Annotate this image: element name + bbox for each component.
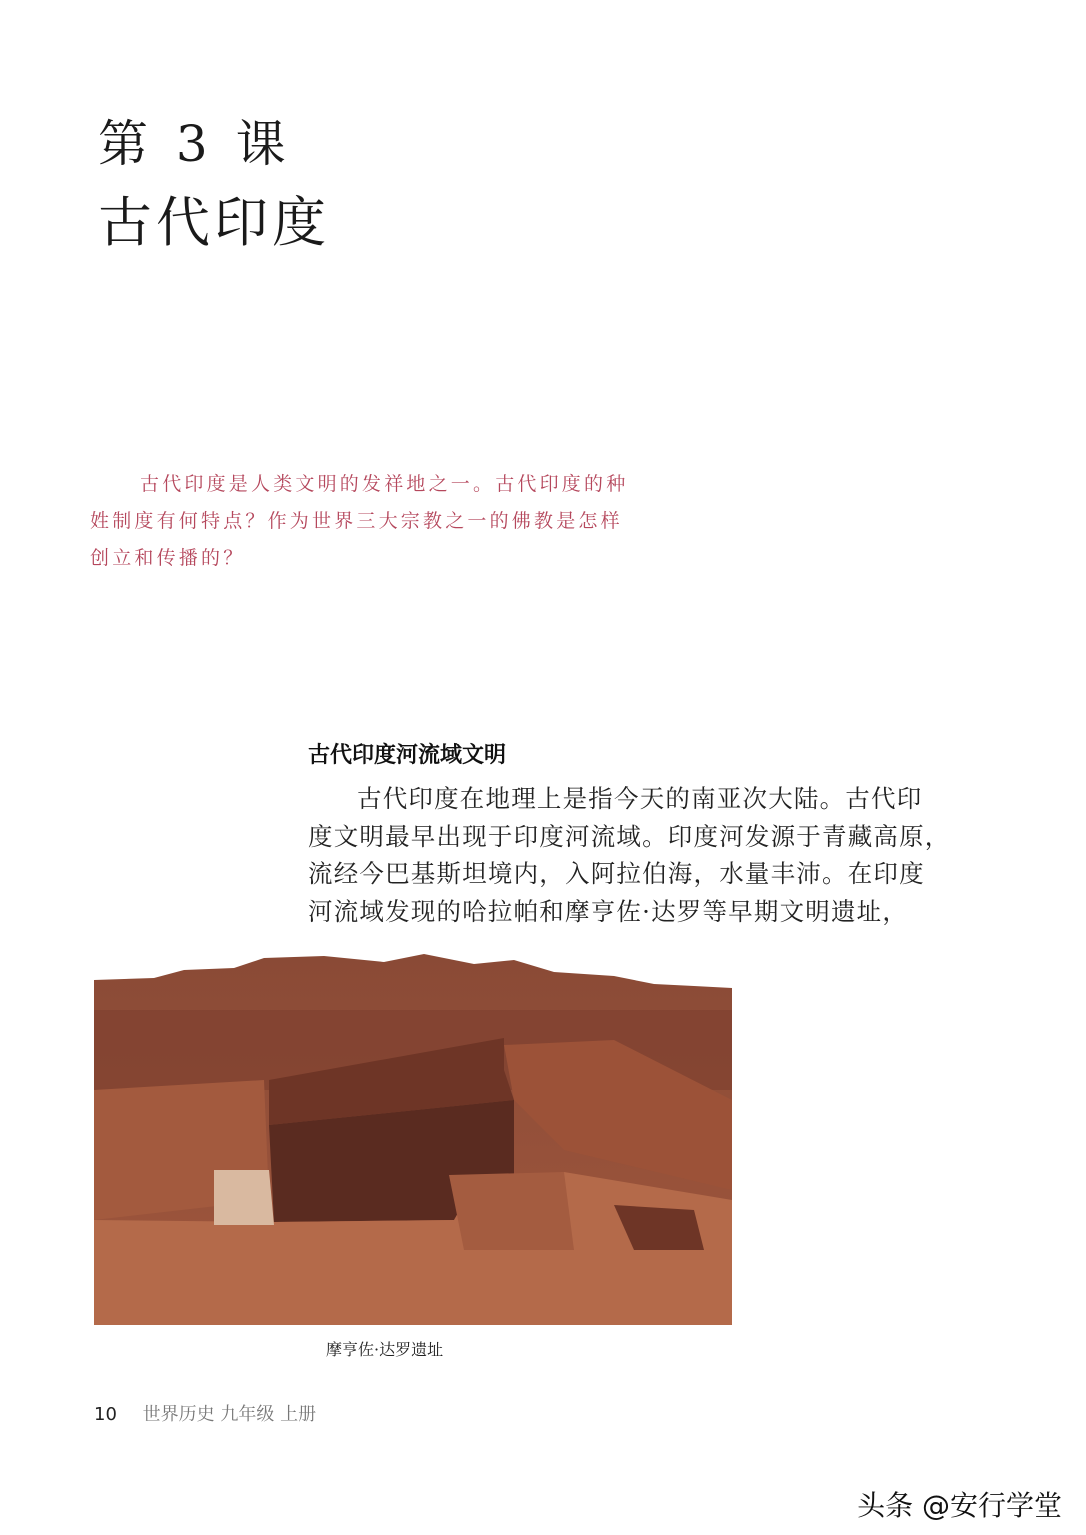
lesson-title: 古代印度 (98, 191, 330, 254)
watermark: 头条 @安行学堂 (857, 1489, 1062, 1522)
book-title: 世界历史 九年级 上册 (142, 1404, 317, 1425)
intro-line: 姓制度有何特点？作为世界三大宗教之一的佛教是怎样 (90, 510, 623, 532)
page-number: 10 (94, 1404, 117, 1425)
mohenjo-daro-photo (94, 950, 734, 1326)
figure-caption: 摩亨佐·达罗遗址 (326, 1340, 444, 1359)
lesson-number: 第 3 课 (98, 115, 292, 173)
body-line: 度文明最早出现于印度河流域。印度河发源于青藏高原， (308, 822, 951, 851)
body-line: 流经今巴基斯坦境内，入阿拉伯海，水量丰沛。在印度 (308, 859, 925, 888)
section-heading: 古代印度河流域文明 (308, 743, 507, 768)
page-footer (94, 1400, 316, 1426)
body-line: 古代印度在地理上是指今天的南亚次大陆。古代印 (357, 784, 923, 813)
body-line: 河流域发现的哈拉帕和摩亨佐·达罗等早期文明遗址， (308, 897, 909, 926)
intro-line: 古代印度是人类文明的发祥地之一。古代印度的种 (140, 473, 629, 495)
intro-line: 创立和传播的？ (90, 547, 246, 569)
